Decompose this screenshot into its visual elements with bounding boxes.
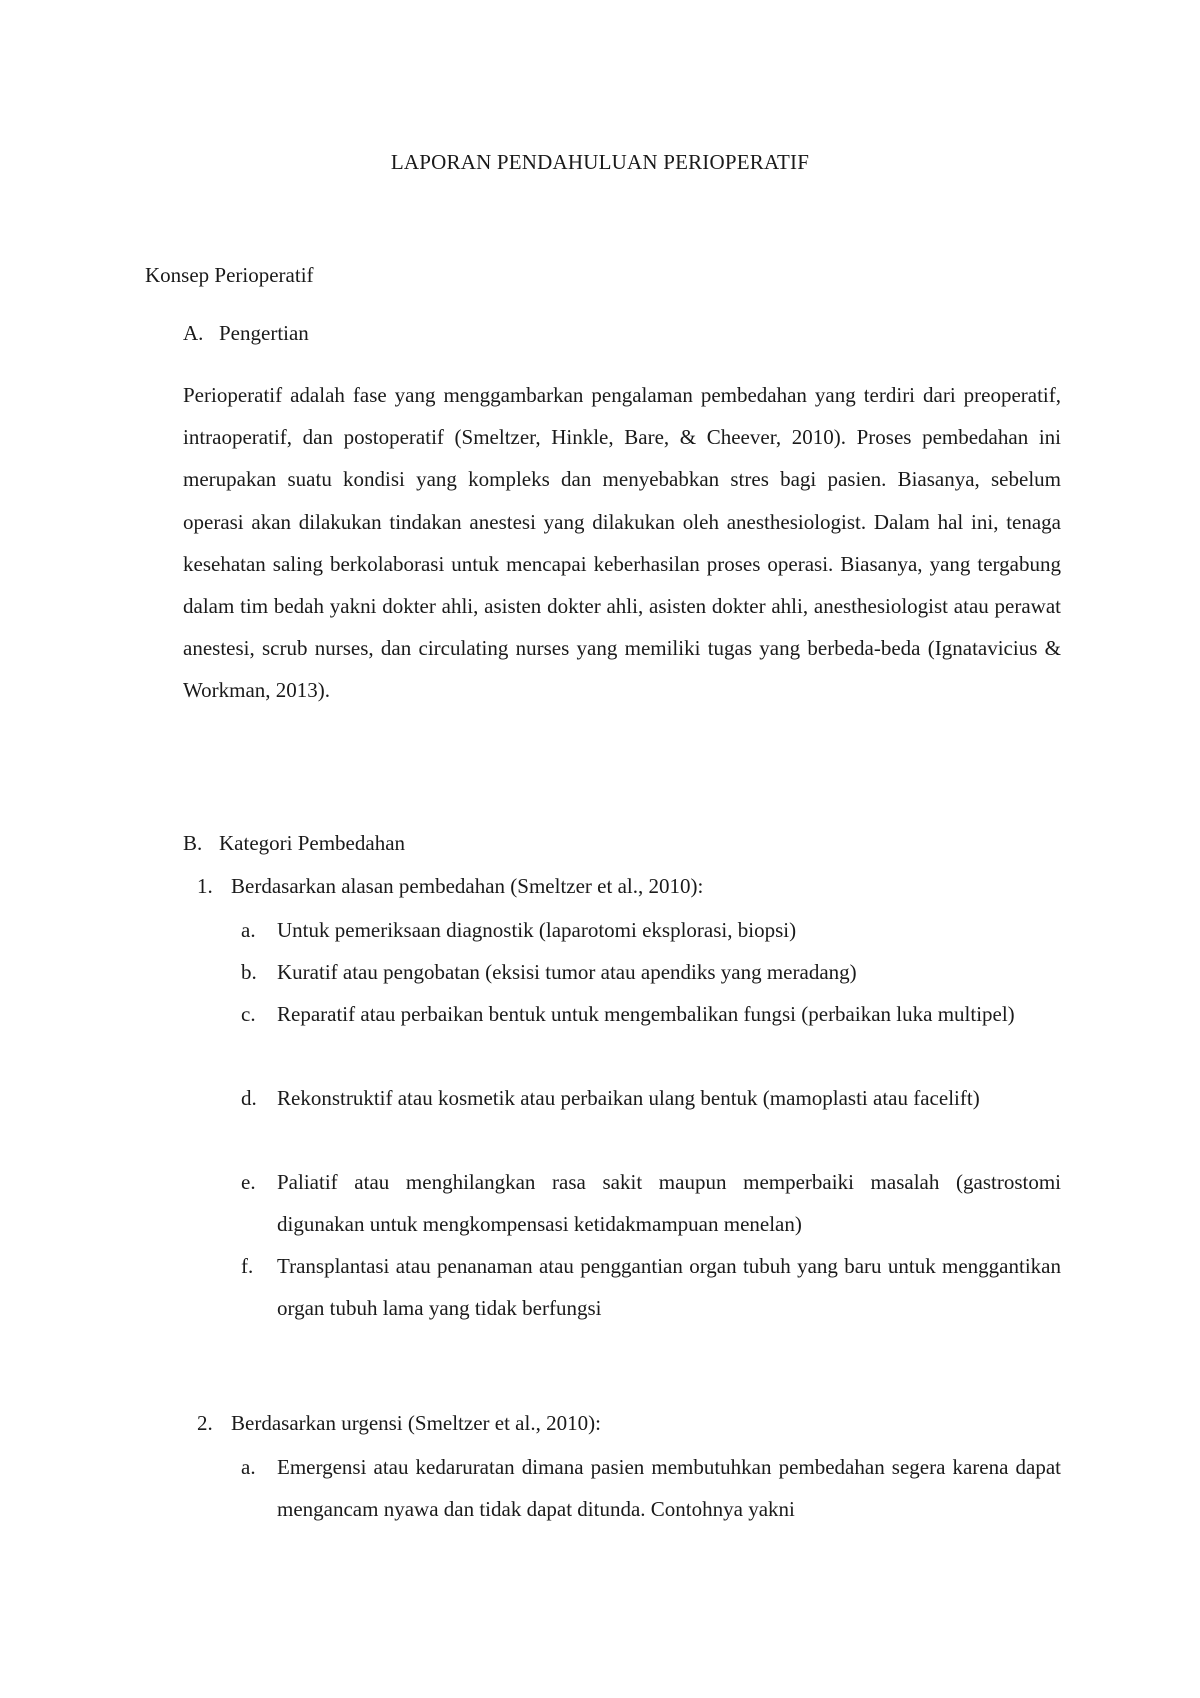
list-item-text: Reparatif atau perbaikan bentuk untuk mengembalikan fungsi (perbaikan luka multipel) <box>277 1002 1015 1026</box>
numbered-item-2 <box>197 1411 601 1436</box>
heading-marker: B. <box>183 831 203 855</box>
list-marker: e. <box>241 1170 256 1194</box>
list-marker: a. <box>241 1455 256 1479</box>
list-item <box>241 1446 1061 1530</box>
list-item-label: Berdasarkan alasan pembedahan (Smeltzer et al., 2010): <box>231 874 704 898</box>
list-marker: b. <box>241 960 257 984</box>
list-marker: c. <box>241 1002 256 1026</box>
list-item <box>241 909 1061 951</box>
list-marker: 1. <box>197 874 213 898</box>
list-item-text: Rekonstruktif atau kosmetik atau perbaikan ulang bentuk (mamoplasti atau facelift) <box>277 1086 980 1110</box>
numbered-item-1 <box>197 874 703 899</box>
section-heading: Konsep Perioperatif <box>145 263 314 287</box>
list-item-text: Emergensi atau kedaruratan dimana pasien membutuhkan pembedahan segera karena dapat mengancam nyawa dan tidak dapat ditunda. Contohnya yakni <box>277 1455 1061 1522</box>
list-item-text: Transplantasi atau penanaman atau penggantian organ tubuh yang baru untuk menggantikan organ tubuh lama yang tidak berfungsi <box>277 1254 1061 1321</box>
list-item <box>241 1245 1061 1329</box>
heading-label: Kategori Pembedahan <box>219 831 406 855</box>
list-item <box>241 1161 1061 1245</box>
list-item <box>241 993 1061 1035</box>
pengertian-paragraph: Perioperatif adalah fase yang menggambarkan pengalaman pembedahan yang terdiri dari preoperatif, intraoperatif, dan postoperatif (Smeltzer, Hinkle, Bare, & Cheever, 2010). Proses pembedahan ini merupakan suatu kondisi yang kompleks dan menyebabkan stres bagi pasien. Biasanya, sebelum operasi akan dilakukan tindakan anestesi yang dilakukan oleh anesthesiologist. Dalam hal ini, tenaga kesehatan saling berkolaborasi untuk mencapai keberhasilan proses operasi. Biasanya, yang tergabung dalam tim bedah yakni dokter ahli, asisten dokter ahli, asisten dokter ahli, anesthesiologist atau perawat anestesi, scrub nurses, dan circulating nurses yang memiliki tugas yang berbeda-beda (Ignatavicius & Workman, 2013). <box>183 383 1061 703</box>
heading-label: Pengertian <box>219 321 309 345</box>
list-marker: a. <box>241 918 256 942</box>
list-item-text: Paliatif atau menghilangkan rasa sakit maupun memperbaiki masalah (gastrostomi digunakan untuk mengkompensasi ketidakmampuan menelan) <box>277 1170 1061 1237</box>
list-item <box>241 1077 1061 1119</box>
heading-kategori-pembedahan <box>183 831 405 856</box>
document-title: LAPORAN PENDAHULUAN PERIOPERATIF <box>390 150 810 174</box>
list-marker: d. <box>241 1086 257 1110</box>
list-marker: 2. <box>197 1411 213 1435</box>
list-item <box>241 951 1061 993</box>
list-item-text: Untuk pemeriksaan diagnostik (laparotomi eksplorasi, biopsi) <box>277 918 797 942</box>
list-item-label: Berdasarkan urgensi (Smeltzer et al., 2010): <box>231 1411 601 1435</box>
heading-marker: A. <box>183 321 204 345</box>
heading-pengertian <box>183 321 309 346</box>
list-marker: f. <box>241 1254 254 1278</box>
list-item-text: Kuratif atau pengobatan (eksisi tumor atau apendiks yang meradang) <box>277 960 857 984</box>
